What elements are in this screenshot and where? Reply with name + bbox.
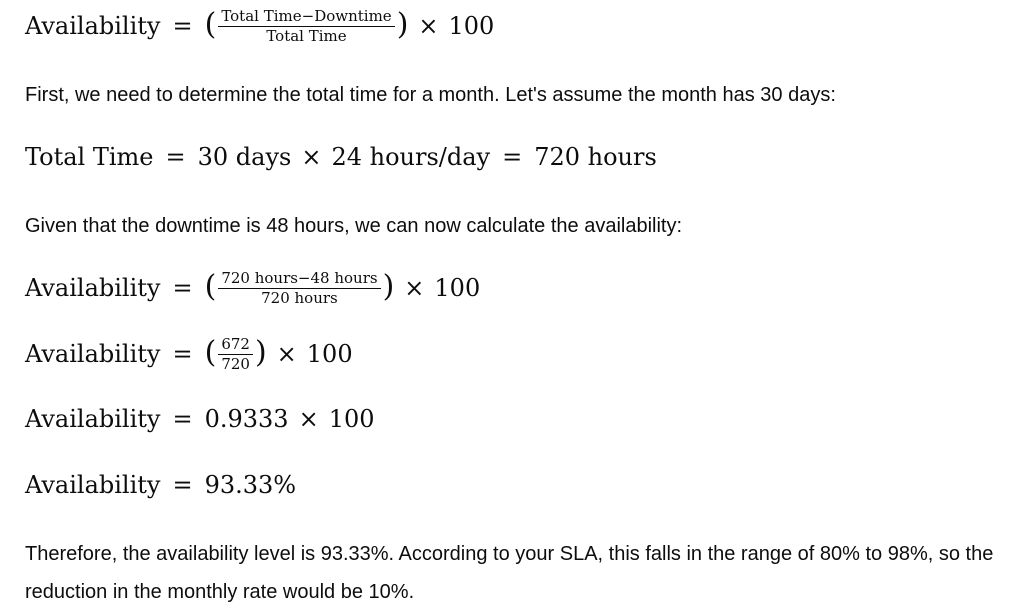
fraction-denominator: 720 (221, 354, 250, 373)
times-sign: × (276, 340, 297, 368)
fraction-numerator: 720 hours−48 hours (218, 270, 380, 289)
availability-substitution-formula (25, 270, 480, 306)
factor: 100 (306, 340, 353, 368)
availability-decimal-formula (25, 405, 375, 433)
fraction-denominator: Total Time (266, 26, 347, 45)
right-paren: ) (396, 7, 409, 42)
times-sign: × (418, 12, 439, 40)
formula-lhs: Availability (25, 471, 161, 499)
factor: 100 (448, 12, 495, 40)
equals-sign: = (502, 143, 523, 171)
right-paren: ) (382, 269, 395, 304)
fraction (218, 336, 253, 372)
paragraph-total-time-intro: First, we need to determine the total time for a month. Let's assume the month has 30 days: (25, 84, 836, 106)
left-paren: ( (204, 269, 217, 304)
availability-result-formula (25, 471, 296, 499)
total-time-formula (25, 143, 657, 171)
availability-formula (25, 8, 494, 44)
equals-sign: = (172, 274, 193, 302)
fraction (218, 270, 380, 306)
equals-sign: = (165, 143, 186, 171)
formula-lhs: Total Time (25, 143, 154, 171)
times-sign: × (298, 405, 319, 433)
times-sign: × (301, 143, 322, 171)
paragraph-conclusion: Therefore, the availability level is 93.33%. According to your SLA, this falls in the range of 80% to 98%, so the reduction in the monthly rate would be 10%. (25, 543, 994, 603)
fraction (218, 8, 394, 44)
decimal-value: 0.9333 (204, 405, 289, 433)
factor: 100 (434, 274, 481, 302)
availability-result: 93.33% (204, 471, 297, 499)
hours-per-day-value: 24 hours/day (331, 143, 491, 171)
total-hours-result: 720 hours (534, 143, 657, 171)
equals-sign: = (172, 405, 193, 433)
formula-lhs: Availability (25, 340, 161, 368)
fraction-denominator: 720 hours (261, 288, 338, 307)
right-paren: ) (254, 335, 267, 370)
formula-lhs: Availability (25, 12, 161, 40)
fraction-numerator: Total Time−Downtime (218, 8, 394, 27)
equals-sign: = (172, 471, 193, 499)
left-paren: ( (204, 335, 217, 370)
formula-lhs: Availability (25, 405, 161, 433)
factor: 100 (328, 405, 375, 433)
times-sign: × (404, 274, 425, 302)
formula-lhs: Availability (25, 274, 161, 302)
equals-sign: = (172, 12, 193, 40)
left-paren: ( (204, 7, 217, 42)
equals-sign: = (172, 340, 193, 368)
days-value: 30 days (197, 143, 292, 171)
availability-simplified-formula (25, 336, 353, 372)
fraction-numerator: 672 (218, 336, 253, 355)
paragraph-downtime-intro: Given that the downtime is 48 hours, we can now calculate the availability: (25, 215, 683, 237)
